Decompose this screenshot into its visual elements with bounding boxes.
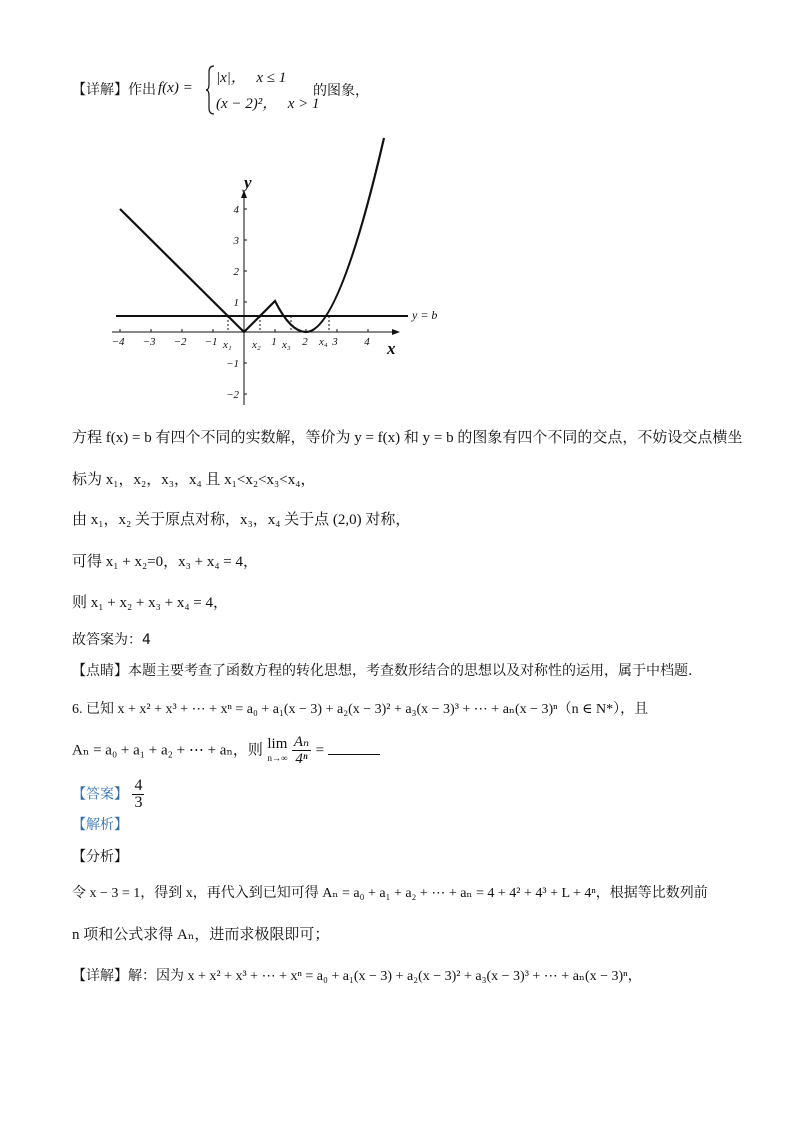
x-tick: −3 <box>142 336 156 348</box>
x-tick: 4 <box>364 336 370 348</box>
analysis-label: 【解析】 <box>72 817 128 833</box>
fenxi-line-2: n 项和公式求得 Aₙ，进而求极限即可； <box>72 927 330 943</box>
point-label-x4: x₄ <box>319 336 328 348</box>
y-tick: −2 <box>226 389 239 401</box>
explain-line-2: 标为 x₁，x₂，x₃，x₄ 且 x₁<x₂<x₃<x₄， <box>72 472 316 488</box>
function-graph <box>100 130 460 415</box>
piece2-cond: x > 1 <box>287 96 320 112</box>
y-tick: −1 <box>226 358 239 370</box>
explain-line-3: 由 x₁，x₂ 关于原点对称，x₃，x₄ 关于点 (2,0) 对称， <box>72 512 411 528</box>
x-tick: −2 <box>173 336 187 348</box>
point-label-x3: x₃ <box>282 339 291 351</box>
answer-row <box>72 778 144 811</box>
equals: = <box>315 742 325 759</box>
explain-line-5: 则 x₁ + x₂ + x₃ + x₄ = 4， <box>72 595 229 611</box>
x-axis-arrow <box>392 329 400 335</box>
x-tick: 1 <box>271 336 277 348</box>
x-tick: −4 <box>111 336 125 348</box>
detail-intro-suffix: 的图象， <box>313 83 369 99</box>
limit-fraction <box>292 734 311 767</box>
point-label-x2: x₂ <box>252 339 261 351</box>
x-tick: −1 <box>204 336 218 348</box>
detail-intro-prefix: 作出 <box>128 82 156 98</box>
x-axis-label: x <box>387 339 396 358</box>
problem6-line2 <box>72 734 380 767</box>
limit-sub: n→∞ <box>267 752 288 763</box>
y-tick: 3 <box>233 235 239 247</box>
detail2-label: 【详解】 <box>72 968 128 984</box>
piece1-cond: x ≤ 1 <box>256 70 287 86</box>
detail-heading <box>72 80 156 100</box>
x-tick: 3 <box>332 336 338 348</box>
problem6-prefix: Aₙ = a₀ + a₁ + a₂ + ⋯ + aₙ，则 <box>72 742 263 759</box>
y-axis-label: y <box>244 173 252 192</box>
line-y-b-label: y = b <box>412 308 438 322</box>
frac-num: Aₙ <box>293 734 310 750</box>
explain-line-4: 可得 x₁ + x₂=0，x₃ + x₄ = 4， <box>72 554 259 570</box>
answer-statement: 故答案为：4 <box>72 632 151 648</box>
answer-num: 4 <box>134 777 143 794</box>
explain-line-1: 方程 f(x) = b 有四个不同的实数解，等价为 y = f(x) 和 y = b 的图象有四个不同的交点，不妨设交点横坐 <box>72 430 743 446</box>
fenxi-line-1: 令 x − 3 = 1，得到 x，再代入到已知可得 Aₙ = a₀ + a₁ + a₂ + ⋯ + aₙ = 4 + 4² + 4³ + L + 4ⁿ，根据等比数列前 <box>72 886 708 901</box>
limit <box>267 737 287 765</box>
y-tick: 4 <box>233 204 239 216</box>
func-lhs: f(x) = <box>158 80 193 96</box>
detail-label: 【详解】 <box>72 82 128 98</box>
left-brace <box>206 64 216 116</box>
detail2-row <box>72 966 642 987</box>
frac-den: 4ⁿ <box>295 751 308 767</box>
function-curve <box>120 138 384 332</box>
problem6-stem: 6. 已知 x + x² + x³ + ⋯ + xⁿ = a₀ + a₁(x − 3) + a₂(x − 3)² + a₃(x − 3)³ + ⋯ + aₙ(x − 3)ⁿ（n ∈ N*），且 <box>72 702 649 717</box>
detail2-text: 解：因为 x + x² + x³ + ⋯ + xⁿ = a₀ + a₁(x − 3) + a₂(x − 3)² + a₃(x − 3)³ + ⋯ + aₙ(x − 3)ⁿ， <box>128 969 642 984</box>
piece2-expr: (x − 2)²， <box>216 96 278 112</box>
limit-word: lim <box>267 735 288 752</box>
answer-fraction <box>132 778 144 811</box>
fenxi-label: 【分析】 <box>72 849 128 865</box>
piece1-expr: |x|， <box>216 70 246 86</box>
answer-den: 3 <box>134 794 143 811</box>
answer-label: 【答案】 <box>72 786 128 803</box>
y-tick: 2 <box>233 266 239 278</box>
point-label-x1: x₁ <box>223 339 232 351</box>
piece1 <box>216 66 286 87</box>
x-tick: 2 <box>302 336 308 348</box>
comment: 【点睛】本题主要考查了函数方程的转化思想，考查数形结合的思想以及对称性的运用，属于中档题. <box>72 663 693 679</box>
piece2 <box>216 92 320 113</box>
y-tick: 1 <box>233 297 239 309</box>
answer-blank <box>328 742 380 755</box>
